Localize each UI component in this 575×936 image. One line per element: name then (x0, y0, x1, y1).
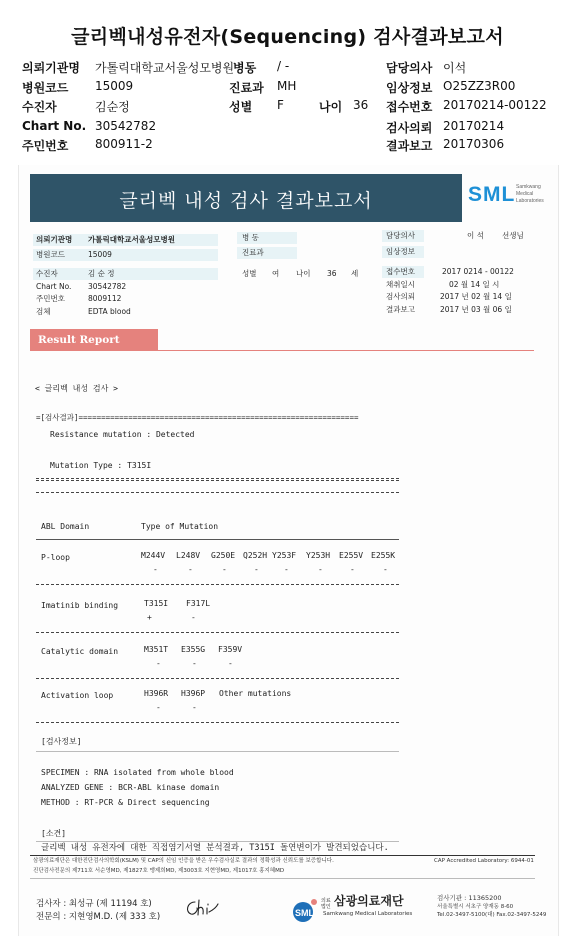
mutation-label: M351T (144, 645, 169, 654)
cap-accreditation: CAP Accredited Laboratory: 6944-01 (434, 858, 534, 864)
mutation-result: - (318, 565, 323, 574)
footer-rule (30, 855, 535, 856)
scan-label-chart-no: Chart No. (36, 282, 72, 291)
method: METHOD : RT-PCR & Direct sequencing (41, 798, 210, 807)
mutation-result: + (147, 613, 152, 622)
samkwang-emblem-icon (290, 897, 320, 923)
result-header: =[검사결과]============================================================== (36, 413, 359, 422)
mutation-label: T315I (144, 599, 169, 608)
scan-value-resident-no: 8009112 (88, 294, 122, 303)
field-label-ward: 병동 (233, 61, 257, 75)
field-value-report-date: 20170306 (443, 137, 505, 151)
field-label-department: 진료과 (229, 81, 264, 95)
mutation-label: E255V (339, 551, 364, 560)
field-value-request-date: 20170214 (443, 119, 505, 133)
analyzed-gene: ANALYZED GENE : BCR-ABL kinase domain (41, 783, 220, 792)
mutation-result: - (228, 659, 233, 668)
scan-value-collected: 02 월 14 일 시 (449, 280, 500, 289)
divider (36, 678, 399, 679)
svg-text:SML: SML (295, 908, 314, 918)
field-label-chart-no: Chart No. (22, 119, 87, 133)
scan-value-hospital-code: 15009 (88, 250, 112, 259)
scan-label-ward: 병 동 (242, 233, 259, 242)
samkwang-english: Samkwang Medical Laboratories (323, 911, 413, 917)
field-label-age: 나이 (319, 100, 343, 114)
domain-name: Catalytic domain (41, 647, 119, 656)
field-value-resident-no: 800911-2 (95, 137, 153, 151)
label-bg (33, 268, 218, 280)
mutation-result: - (254, 565, 259, 574)
field-value-age: 36 (353, 98, 369, 112)
domain-name: Imatinib binding (41, 601, 119, 610)
mutation-result: - (188, 565, 193, 574)
divider-double (36, 478, 399, 481)
scan-value-specimen: EDTA blood (88, 307, 131, 316)
footer-rule-2 (30, 878, 535, 879)
address-line: 검사기관 : 11365200 (437, 894, 502, 902)
mutation-label: Y253H (306, 551, 331, 560)
field-value-institution: 가톨릭대학교서울성모병원 (95, 61, 235, 75)
field-value-sex: F (277, 98, 284, 112)
domain-name: Activation loop (41, 691, 114, 700)
result-report-label: Result Report (38, 334, 120, 346)
mutation-label: H396R (144, 689, 169, 698)
mutation-label: Q252H (243, 551, 268, 560)
scan-value-physician: 이 석 (467, 231, 484, 240)
sml-logo: SML (468, 183, 516, 206)
scan-value-institution: 가톨릭대학교서울성모병원 (88, 235, 175, 244)
signer-technician: 검사자 : 최성규 (제 11194 호) (36, 899, 152, 909)
scan-age-unit: 세 (351, 269, 359, 278)
mutation-result: - (156, 659, 161, 668)
scan-label-clinical-info: 임상정보 (386, 247, 415, 256)
specimen: SPECIMEN : RNA isolated from whole blood (41, 768, 234, 777)
mutation-label: G250E (211, 551, 236, 560)
divider (36, 722, 399, 723)
field-label-clinical-info: 임상정보 (386, 81, 433, 95)
mutation-result: - (284, 565, 289, 574)
scan-label-sex: 성별 (242, 269, 257, 278)
field-value-ward: / - (277, 59, 290, 73)
scan-label-resident-no: 주민번호 (36, 294, 65, 303)
mutation-label: F359V (218, 645, 243, 654)
info-header: [검사정보] (41, 737, 82, 746)
scan-label-institution: 의뢰기관명 (36, 235, 73, 244)
field-value-physician: 이석 (443, 61, 467, 75)
field-label-institution: 의뢰기관명 (22, 61, 80, 75)
scan-value-age: 36 (327, 269, 337, 278)
mutation-label: Y253F (272, 551, 297, 560)
signer-specialist: 전문의 : 지현영M.D. (제 333 호) (36, 912, 161, 922)
field-value-chart-no: 30542782 (95, 119, 157, 133)
scan-label-requested: 검사의뢰 (386, 292, 415, 301)
field-label-receipt-no: 접수번호 (386, 100, 433, 114)
mutation-label: E355G (181, 645, 206, 654)
scan-label-specimen: 검체 (36, 307, 51, 316)
report-title: 글리벡내성유전자(Sequencing) 검사결과보고서 (71, 26, 504, 48)
opinion-header: [소견] (41, 829, 67, 838)
footer-accreditation: 삼광의료재단은 대한진단검사의학회(KSLM) 및 CAP의 신임 인증을 받은 우수검사실로 결과의 정확성과 신뢰도를 보증합니다. (33, 858, 334, 864)
field-value-department: MH (277, 79, 297, 93)
mutation-result: - (383, 565, 388, 574)
samkwang-prefix: 의료 법인 (321, 898, 331, 910)
mutation-result: - (192, 659, 197, 668)
scan-label-reported: 결과보고 (386, 305, 415, 314)
resistance-mutation: Resistance mutation : Detected (50, 430, 195, 439)
opinion-text: 글리벡 내성 유전자에 대한 직접염기서열 분석결과, T315I 돌연변이가 발견되었습니다. (41, 843, 389, 853)
field-label-physician: 담당의사 (386, 61, 433, 75)
scan-label-age: 나이 (296, 269, 311, 278)
divider (36, 632, 399, 633)
field-label-patient: 수진자 (22, 100, 57, 114)
mutation-type: Mutation Type : T315I (50, 461, 152, 470)
mutation-label: H396P (181, 689, 206, 698)
scan-value-receipt-no: 2017 0214 - 00122 (442, 267, 514, 276)
table-header-rule (36, 539, 399, 540)
mutation-label: Other mutations (219, 689, 292, 698)
scan-physician-suffix: 선생님 (502, 231, 524, 240)
section-title: < 글리벡 내성 검사 > (35, 384, 118, 393)
field-label-report-date: 결과보고 (386, 139, 433, 153)
field-value-receipt-no: 20170214-00122 (443, 98, 547, 112)
address-line: 서울특별시 서초구 양재동 8-60 (437, 904, 514, 910)
banner-title: 글리벡 내성 검사 결과보고서 (119, 190, 373, 212)
scan-label-physician: 담당의사 (386, 231, 415, 240)
table-header-type: Type of Mutation (141, 522, 219, 531)
mutation-result: - (156, 703, 161, 712)
scan-value-reported: 2017 년 03 월 06 일 (440, 305, 512, 314)
mutation-label: E255K (371, 551, 396, 560)
scan-value-patient: 김 순 정 (88, 269, 115, 278)
mutation-result: - (222, 565, 227, 574)
domain-name: P-loop (41, 553, 70, 562)
mutation-label: F317L (186, 599, 211, 608)
scan-value-sex: 여 (272, 269, 280, 278)
mutation-result: - (192, 703, 197, 712)
mutation-label: M244V (141, 551, 166, 560)
divider (36, 584, 399, 585)
footer-specialists: 진단검사전문의 제711호 서순영MD, 제1827호 맹제희MD, 제3003호 지현영MD, 제1017호 홍지혜MD (33, 868, 285, 874)
result-report-underline (158, 350, 534, 351)
mutation-result: - (191, 613, 196, 622)
mutation-result: - (350, 565, 355, 574)
scan-value-requested: 2017 년 02 월 14 일 (440, 292, 512, 301)
samkwang-name: 삼광의료재단 (334, 894, 404, 908)
mutation-result: - (153, 565, 158, 574)
scan-label-patient: 수진자 (36, 269, 58, 278)
scan-label-receipt-no: 접수번호 (386, 267, 415, 276)
field-value-hospital-code: 15009 (95, 79, 134, 93)
scan-label-collected: 채취일시 (386, 280, 415, 289)
address-line: Tel.02-3497-5100(대) Fax.02-3497-5249 (437, 912, 547, 918)
scan-value-chart-no: 30542782 (88, 282, 127, 291)
scan-label-hospital-code: 병원코드 (36, 250, 65, 259)
scan-label-department: 진료과 (242, 248, 264, 257)
sml-logo-subtitle: Samkwang Medical Laboratories (516, 184, 544, 204)
signature (183, 898, 219, 920)
field-label-resident-no: 주민번호 (22, 139, 69, 153)
field-value-patient: 김순정 (95, 100, 130, 114)
divider (36, 492, 399, 493)
field-label-sex: 성별 (229, 100, 253, 114)
field-label-hospital-code: 병원코드 (22, 81, 69, 95)
mutation-label: L248V (176, 551, 201, 560)
field-value-clinical-info: O25ZZ3R00 (443, 79, 516, 93)
info-rule (36, 751, 399, 752)
table-header-domain: ABL Domain (41, 522, 90, 531)
field-label-request-date: 검사의뢰 (386, 121, 433, 135)
opinion-rule (36, 841, 399, 842)
